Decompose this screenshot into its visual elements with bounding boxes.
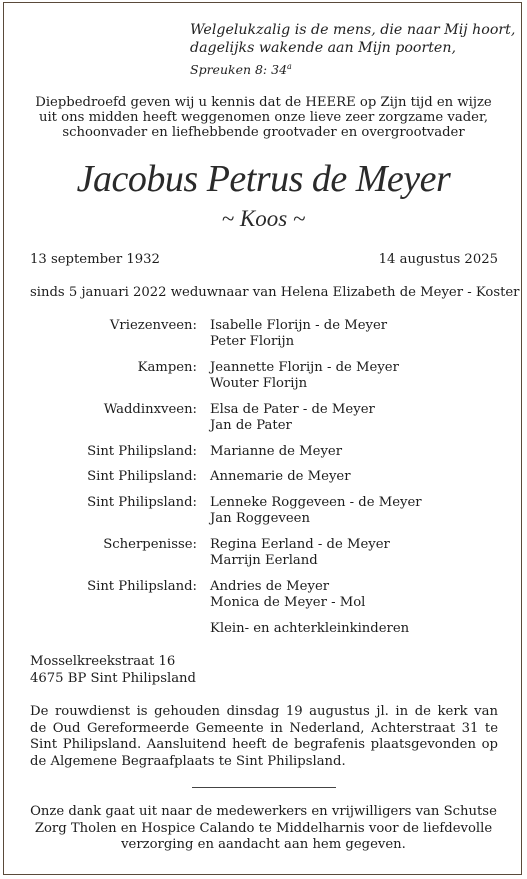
family-names (210, 495, 422, 527)
family-place: Kampen: (137, 360, 197, 375)
address-city: 4675 BP Sint Philipsland (30, 671, 196, 686)
family-member: Andries de Meyer (210, 579, 330, 594)
widower-line: sinds 5 januari 2022 weduwnaar van Helena Elizabeth de Meyer - Koster (30, 285, 520, 300)
family-names (210, 360, 399, 392)
family-member: Marianne de Meyer (210, 444, 343, 459)
thanks-line: verzorging en aandacht aan hem gegeven. (121, 837, 406, 852)
thanks-line: Zorg Tholen en Hospice Calando te Middelharnis voor de liefdevolle (34, 820, 493, 836)
family-member: Regina Eerland - de Meyer (210, 537, 390, 552)
family-member: Wouter Florijn (210, 376, 308, 391)
grandchildren: Klein- en achterkleinkinderen (210, 621, 410, 636)
deceased-nickname: ~ Koos ~ (221, 206, 306, 231)
family-names (210, 537, 390, 569)
announcement-line: Diepbedroefd geven wij u kennis dat de HEERE op Zijn tijd en wijze (35, 95, 492, 110)
announcement-line: schoonvader en liefhebbende grootvader en overgrootvader (62, 125, 465, 140)
service-line: De rouwdienst is gehouden dinsdag 19 augustus jl. in de kerk van (30, 704, 498, 719)
family-member: Jan Roggeveen (210, 511, 310, 526)
family-names (210, 579, 365, 611)
quote-reference-sup: a (287, 62, 292, 71)
quote-reference-text: Spreuken 8: 34 (190, 62, 288, 78)
family-member: Peter Florijn (210, 334, 295, 349)
death-date: 14 augustus 2025 (378, 252, 498, 267)
family-names (210, 469, 351, 485)
service-line: Sint Philipsland. Aansluitend heeft de begrafenis plaatsgevonden op (30, 737, 498, 752)
announcement (0, 95, 527, 140)
announcement-line: uit ons midden heeft weggenomen onze lieve zeer zorgzame vader, (38, 110, 489, 125)
quote-line-1: Welgelukzalig is de mens, die naar Mij hoort, (190, 22, 516, 38)
divider (192, 787, 336, 788)
family-place: Scherpenisse: (103, 537, 197, 552)
family-place: Vriezenveen: (109, 318, 197, 333)
family-member: Jan de Pater (210, 418, 292, 433)
family-member: Marrijn Eerland (210, 553, 318, 568)
service-line: de Algemene Begraafplaats te Sint Philipsland. (30, 753, 346, 769)
family-place: Sint Philipsland: (87, 579, 197, 594)
family-names (210, 402, 375, 434)
thanks-line: Onze dank gaat uit naar de medewerkers en vrijwilligers van Schutse (30, 804, 497, 819)
address-street: Mosselkreekstraat 16 (30, 654, 176, 669)
family-names (210, 444, 342, 460)
family-member: Annemarie de Meyer (210, 469, 351, 484)
thanks (0, 804, 527, 854)
family-names (210, 318, 387, 350)
family-member: Lenneke Roggeveen - de Meyer (210, 495, 422, 510)
service-line: de Oud Gereformeerde Gemeente in Nederland, Achterstraat 31 te (30, 720, 498, 736)
family-place: Sint Philipsland: (87, 444, 197, 459)
family-member: Isabelle Florijn - de Meyer (210, 318, 388, 333)
quote-reference (190, 62, 292, 77)
family-member: Monica de Meyer - Mol (210, 595, 366, 610)
quote-line-2: dagelijks wakende aan Mijn poorten, (190, 40, 456, 56)
birth-date: 13 september 1932 (30, 252, 160, 267)
service-paragraph (30, 704, 498, 770)
family-member: Jeannette Florijn - de Meyer (210, 360, 399, 375)
family-member: Elsa de Pater - de Meyer (210, 402, 375, 417)
deceased-name: Jacobus Petrus de Meyer (76, 158, 451, 200)
family-place: Sint Philipsland: (87, 495, 197, 510)
family-place: Sint Philipsland: (87, 469, 197, 484)
family-place: Waddinxveen: (103, 402, 197, 417)
